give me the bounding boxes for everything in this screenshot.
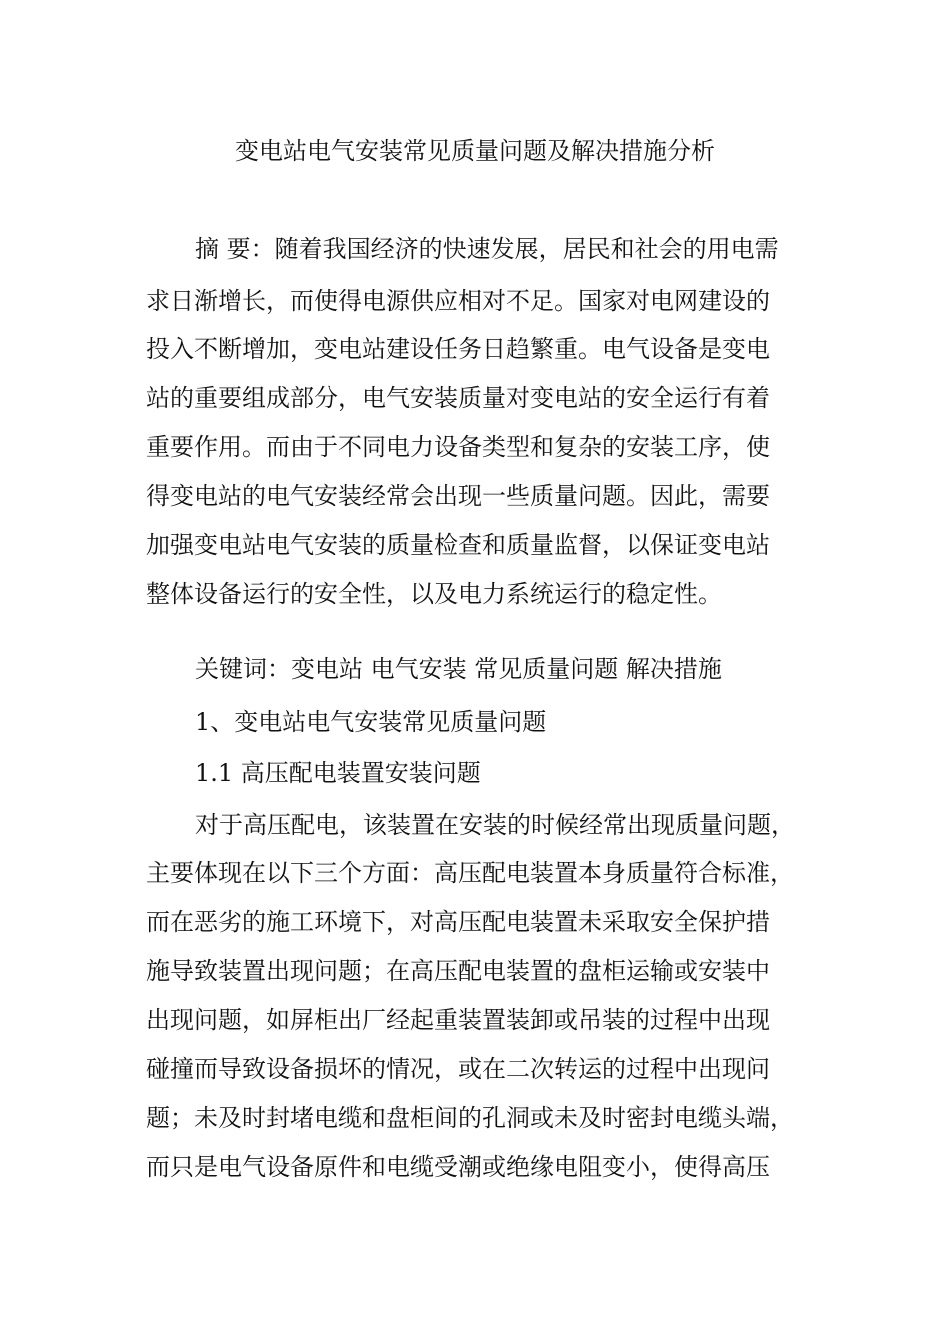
abstract-line: 摘 要：随着我国经济的快速发展，居民和社会的用电需 [195, 235, 779, 263]
document-title: 变电站电气安装常见质量问题及解决措施分析 [235, 137, 715, 165]
body-line: 而只是电气设备原件和电缆受潮或绝缘电阻变小，使得高压 [146, 1153, 770, 1181]
abstract-line: 加强变电站电气安装的质量检查和质量监督，以保证变电站 [146, 531, 770, 559]
body-line: 题；未及时封堵电缆和盘柜间的孔洞或未及时密封电缆头端， [146, 1104, 794, 1132]
body-line: 而在恶劣的施工环境下，对高压配电装置未采取安全保护措 [146, 908, 770, 936]
body-line: 碰撞而导致设备损坏的情况，或在二次转运的过程中出现问 [146, 1055, 770, 1083]
abstract-line: 求日渐增长，而使得电源供应相对不足。国家对电网建设的 [146, 287, 770, 315]
body-line: 对于高压配电，该装置在安装的时候经常出现质量问题， [195, 811, 795, 839]
keywords: 关键词：变电站 电气安装 常见质量问题 解决措施 [195, 655, 722, 683]
abstract-line: 得变电站的电气安装经常会出现一些质量问题。因此，需要 [146, 482, 770, 510]
subsection-heading: 1.1 高压配电装置安装问题 [195, 759, 481, 787]
abstract-line: 投入不断增加，变电站建设任务日趋繁重。电气设备是变电 [146, 335, 770, 363]
body-line: 主要体现在以下三个方面：高压配电装置本身质量符合标准， [146, 859, 794, 887]
abstract-line: 整体设备运行的安全性，以及电力系统运行的稳定性。 [146, 580, 722, 608]
body-line: 施导致装置出现问题；在高压配电装置的盘柜运输或安装中 [146, 957, 770, 985]
abstract-line: 站的重要组成部分，电气安装质量对变电站的安全运行有着 [146, 384, 770, 412]
abstract-line: 重要作用。而由于不同电力设备类型和复杂的安装工序，使 [146, 433, 770, 461]
section-heading: 1、变电站电气安装常见质量问题 [195, 708, 547, 736]
body-line: 出现问题，如屏柜出厂经起重装置装卸或吊装的过程中出现 [146, 1006, 770, 1034]
